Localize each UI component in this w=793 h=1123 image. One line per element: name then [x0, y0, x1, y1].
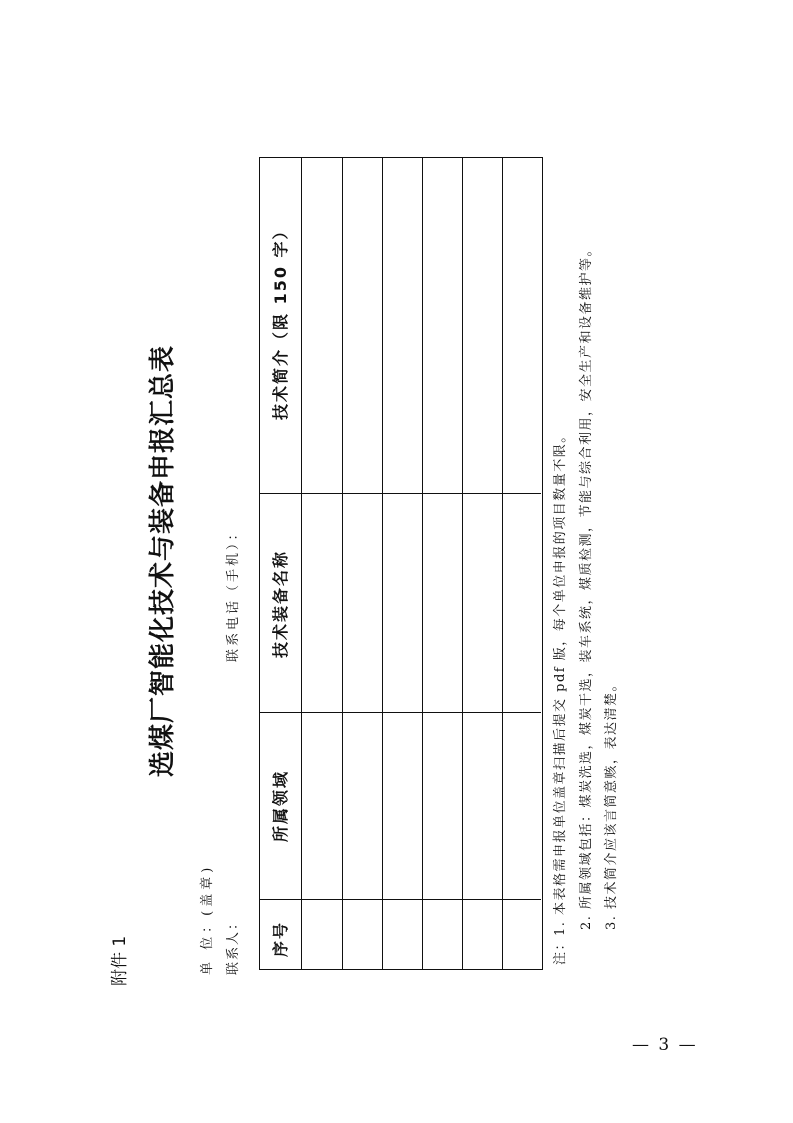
unit-field-label: 单 位：(盖章): [200, 863, 215, 975]
table-row[interactable]: [423, 158, 462, 969]
note-2: 2. 所属领域包括：煤炭洗选，煤炭干选，装车系统，煤质检测，节能与综合利用，安全生产和设备维护等。: [579, 241, 594, 930]
contact-field-label: 联系人：: [226, 914, 241, 975]
table-row[interactable]: [343, 158, 382, 969]
header-cell-index: [260, 899, 301, 970]
header-cell-description: [260, 158, 301, 493]
header-name-label: 技术装备名称: [271, 549, 290, 658]
table-row[interactable]: [383, 158, 422, 969]
note-3: 3. 技术简介应该言简意赅，表达清楚。: [604, 676, 619, 930]
header-cell-field: [260, 712, 301, 899]
table-row[interactable]: [463, 158, 502, 969]
summary-table: [259, 157, 543, 970]
header-field-label: 所属领域: [271, 769, 290, 842]
table-row[interactable]: [503, 158, 541, 969]
note-1: 注：1. 本表格需申报单位盖章扫描后提交 pdf 版，每个单位申报的项目数量不限。: [553, 428, 568, 965]
header-description-label: 技术简介（限 150 字）: [271, 221, 290, 420]
header-index-label: 序号: [271, 920, 290, 957]
header-cell-name: [260, 493, 301, 712]
page-title: 选煤厂智能化技术与装备申报汇总表: [148, 344, 178, 777]
page-number: — 3 —: [632, 1035, 698, 1055]
attachment-label: 附件 1: [110, 935, 130, 986]
table-row[interactable]: [302, 158, 342, 969]
phone-field-label: 联系电话（手机）：: [226, 524, 241, 662]
